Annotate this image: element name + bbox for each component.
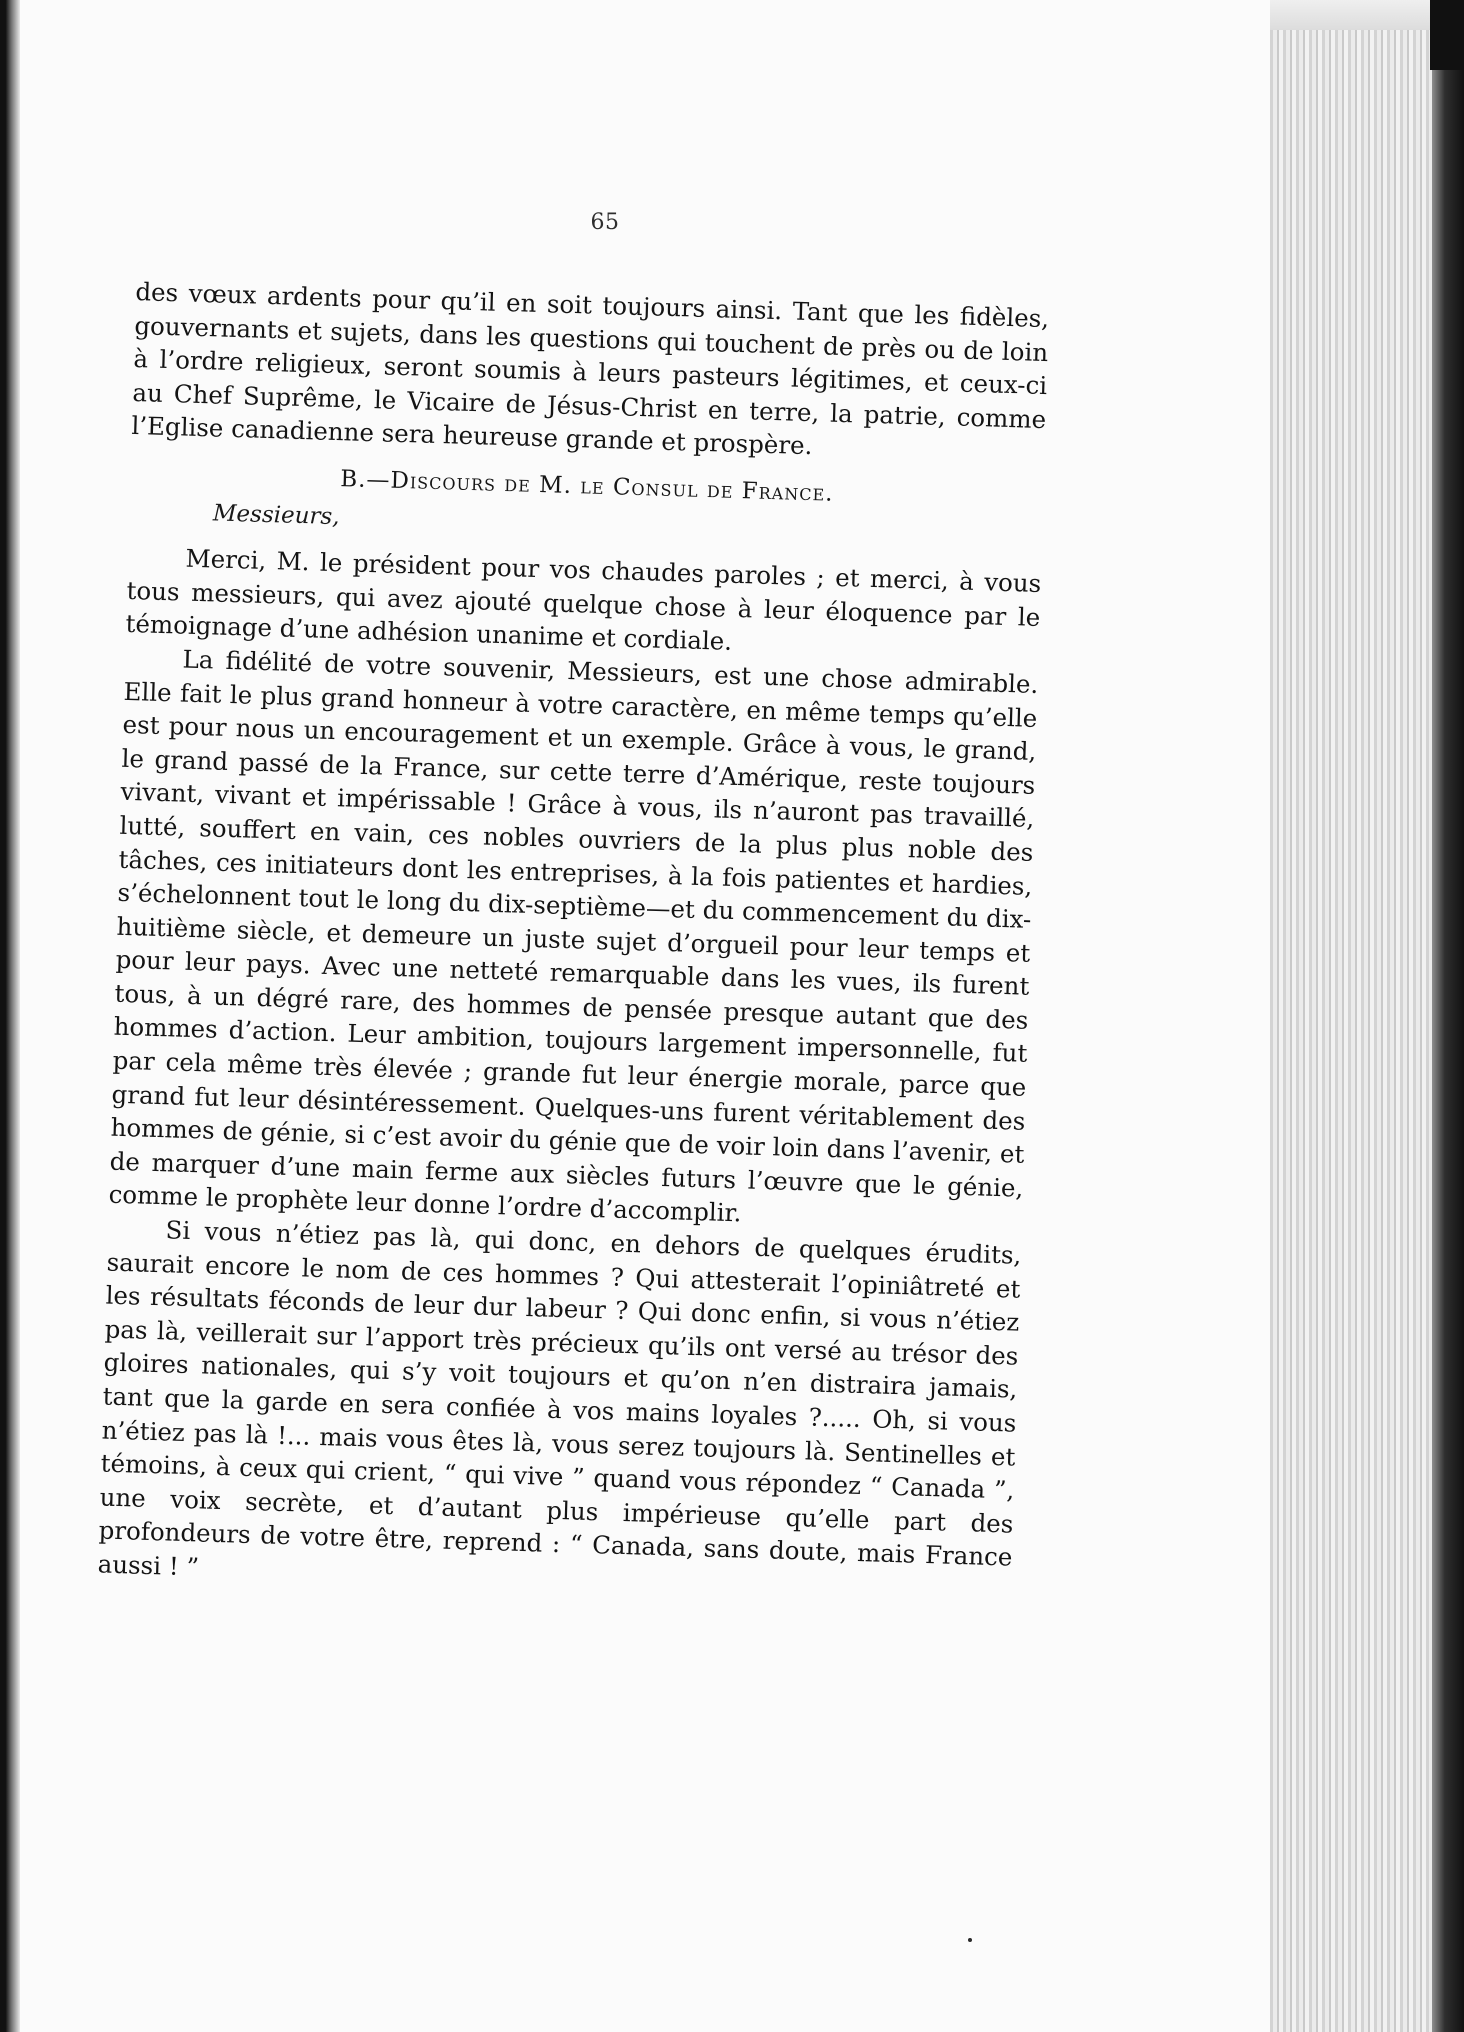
paragraph-4: Si vous n’étiez pas là, qui donc, en dehors de quelques érudits, saurait encore le nom de ces hommes ? Qui attesterait l’opiniâtreté et les résultats féconds de leur dur labeur ? Qui donc enfin, si vous n’étiez pas là, veillerait sur l’apport très précieux qu’ils ont versé au trésor des gloires nationales, qui s’y voit toujours et qu’on n’en distraira jamais, tant que la garde en sera confiée à vos mains loyales ?..... Oh, si vous n’étiez pas là !... mais vous êtes là, vous serez toujours là. Sentinelles et témoins, à ceux qui crient, “ qui vive ” quand vous répondez “ Canada ”, une voix secrète, et d’autant plus impérieuse qu’elle part des profondeurs de votre être, reprend : “ Canada, sans doute, mais France aussi ! ” (97, 1215, 1022, 1582)
paragraph-1: des vœux ardents pour qu’il en soit toujours ainsi. Tant que les fidèles, gouvernants et sujets, dans les questions qui touchent de près ou de loin à l’ordre religieux, seront soumis à leurs pasteurs légitimes, et ceux-ci au Chef Suprême, le Vicaire de Jésus-Christ en terre, la patrie, comme l’Eglise canadienne sera heureuse grande et prospère. (131, 276, 1050, 461)
section-heading: B.—Discours de M. le Consul de France. (339, 466, 834, 507)
body-text (97, 275, 1049, 1608)
binding-shadow (0, 0, 20, 2032)
paragraph-2: Merci, M. le président pour vos chaudes paroles ; et merci, à vous tous messieurs, qui avez ajouté quelque chose à leur éloquence par le témoignage d’une adhésion unanime et cordiale. (125, 543, 1042, 657)
book-cover-edge (1432, 30, 1464, 2032)
salutation: Messieurs, (212, 499, 340, 530)
paragraph-3: La fidélité de votre souvenir, Messieurs, est une chose admirable. Elle fait le plus grand honneur à votre caractère, en même temps qu’elle est pour nous un encouragement et un exemple. Grâce à vous, le grand, le grand passé de la France, sur cette terre d’Amérique, reste toujours vivant, vivant et impérissable ! Grâce à vous, ils n’auront pas travaillé, lutté, souffert en vain, ces nobles ouvriers de la plus plus noble des tâches, ces initiateurs dont les entreprises, à la fois patientes et hardies, s’échelonnent tout le long du dix-septième—et du commencement du dix-huitième siècle, et demeure un juste sujet d’orgueil pour leur temps et pour leur pays. Avec une netteté remarquable dans les vues, ils furent tous, à un dégré rare, des hommes de pensée presque autant que des hommes d’action. Leur ambition, toujours largement impersonnelle, fut par cela même très élevée ; grande fut leur énergie morale, parce que grand fut leur désintéressement. Quelques-uns furent véritablement des hommes de génie, si c’est avoir du génie que de voir loin dans l’avenir, et de marquer d’une main ferme aux siècles futurs l’œuvre que le génie, comme le prophète leur donne l’ordre d’accomplir. (108, 644, 1039, 1228)
page-number: 65 (590, 210, 620, 235)
ink-speck (968, 1938, 972, 1942)
book-corner-shadow (1430, 0, 1464, 70)
